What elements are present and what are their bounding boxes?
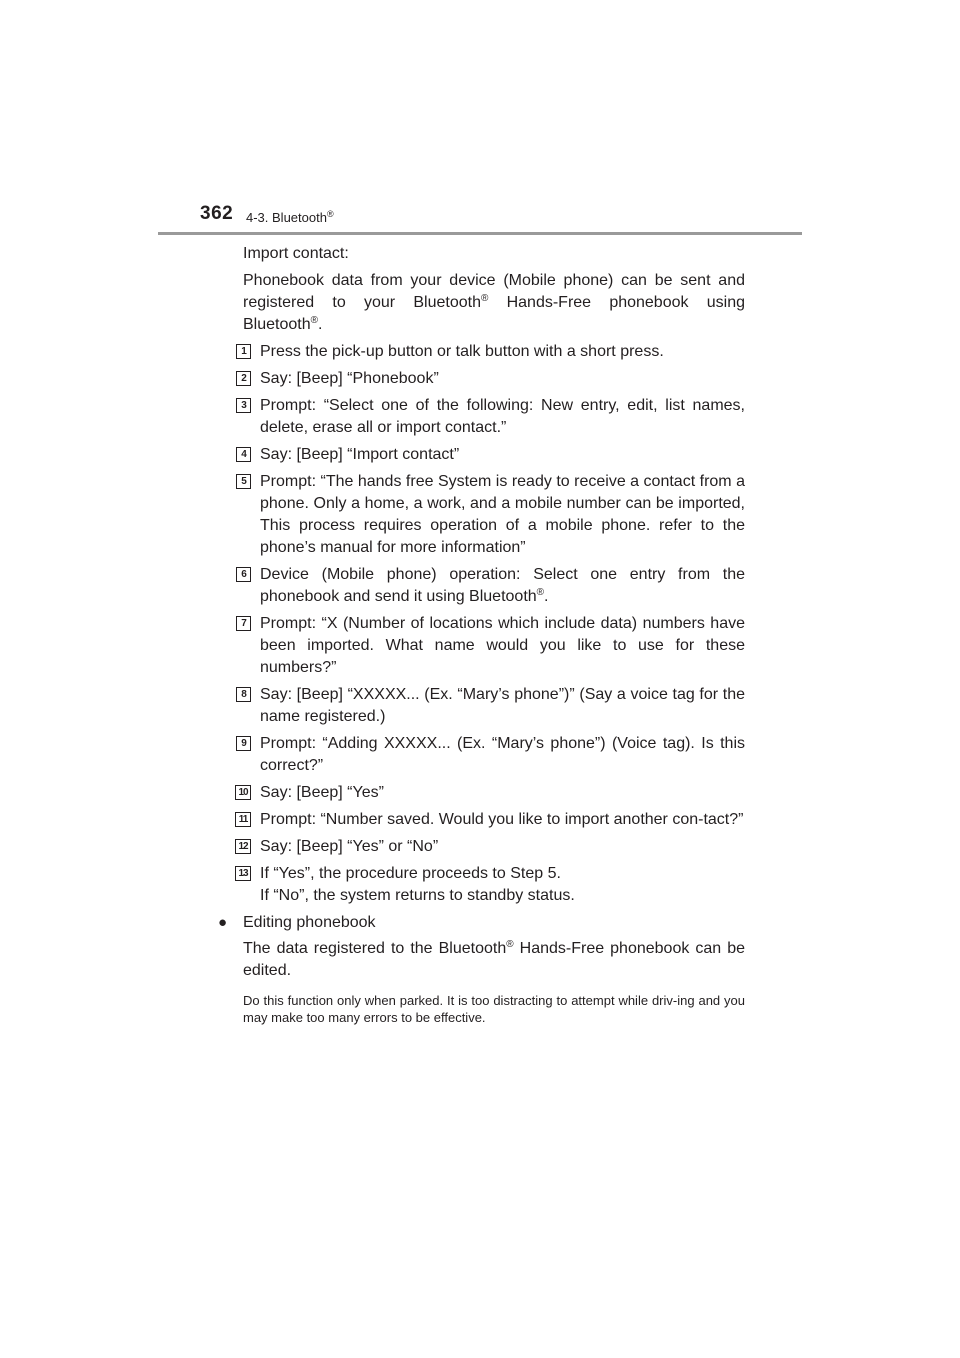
step-number-badge: 10: [235, 785, 251, 800]
editing-phonebook-description: The data registered to the Bluetooth® Hands-Free phonebook can be edited.: [243, 939, 746, 979]
import-contact-heading: Import contact:: [243, 245, 349, 262]
step-number-badge: 8: [236, 687, 251, 702]
steps-list: [238, 341, 745, 907]
step-13: [238, 863, 745, 907]
step-number-badge: 1: [236, 344, 251, 359]
step-10: [238, 782, 745, 804]
step-number-badge: 11: [235, 812, 251, 827]
step-5: [243, 471, 745, 559]
step-number-badge: 4: [236, 447, 251, 462]
step-number-badge: 12: [235, 839, 251, 854]
bullet-icon: ●: [218, 914, 228, 931]
step-number-badge: 7: [236, 616, 251, 631]
step-number-badge: 5: [236, 474, 251, 489]
step-2: [243, 368, 745, 390]
step-text: Prompt: “Select one of the following: New entry, edit, list names, delete, erase all or import contact.”: [260, 397, 745, 436]
step-text: Press the pick-up button or talk button with a short press.: [260, 343, 664, 360]
main-content: [218, 243, 746, 1026]
step-number-badge: 13: [235, 866, 251, 881]
step-text: Say: [Beep] “Yes”: [260, 784, 384, 801]
editing-phonebook-heading: ● Editing phonebook: [243, 912, 745, 934]
header-divider: [158, 232, 802, 235]
import-contact-description: Phonebook data from your device (Mobile phone) can be sent and registered to your Bluetooth® Hands-Free phonebook using Bluetooth®.: [243, 272, 745, 333]
step-7: [243, 613, 745, 679]
step-9: [243, 733, 745, 777]
step-number-badge: 3: [236, 398, 251, 413]
step-4: [243, 444, 745, 466]
step-text: If “Yes”, the procedure proceeds to Step 5.: [260, 865, 561, 882]
safety-note: Do this function only when parked. It is too distracting to attempt while driv-ing and you may make too many errors to be effective.: [243, 993, 745, 1025]
step-number-badge: 2: [236, 371, 251, 386]
step-text: Prompt: “Adding XXXXX... (Ex. “Mary’s phone”) (Voice tag). Is this correct?”: [260, 735, 745, 774]
step-12: [238, 836, 745, 858]
step-8: [243, 684, 745, 728]
step-text: Prompt: “Number saved. Would you like to import another con-tact?”: [260, 811, 744, 828]
step-text: Say: [Beep] “Import contact”: [260, 446, 460, 463]
step-text: Say: [Beep] “Phonebook”: [260, 370, 439, 387]
step-number-badge: 9: [236, 736, 251, 751]
step-text-secondary: If “No”, the system returns to standby status.: [260, 887, 575, 904]
step-3: [243, 395, 745, 439]
step-text: Say: [Beep] “Yes” or “No”: [260, 838, 439, 855]
step-text: Prompt: “The hands free System is ready to receive a contact from a phone. Only a home, a work, and a mobile number can be imported, This process requires operation of a mobile phone. refer to the phone’s manual for more information”: [260, 473, 745, 556]
step-6: [243, 564, 745, 608]
step-11: [238, 809, 745, 831]
step-1: [243, 341, 745, 363]
section-title: 4-3. Bluetooth®: [246, 209, 334, 225]
step-text: Say: [Beep] “XXXXX... (Ex. “Mary’s phone”)” (Say a voice tag for the name registered.): [260, 686, 745, 725]
page-number: 362: [200, 203, 234, 224]
step-text: Device (Mobile phone) operation: Select one entry from the phonebook and send it using Bluetooth®.: [260, 566, 745, 605]
step-text: Prompt: “X (Number of locations which include data) numbers have been imported. What name would you like to use for these numbers?”: [260, 615, 745, 676]
page-header: [200, 203, 800, 231]
step-number-badge: 6: [236, 567, 251, 582]
